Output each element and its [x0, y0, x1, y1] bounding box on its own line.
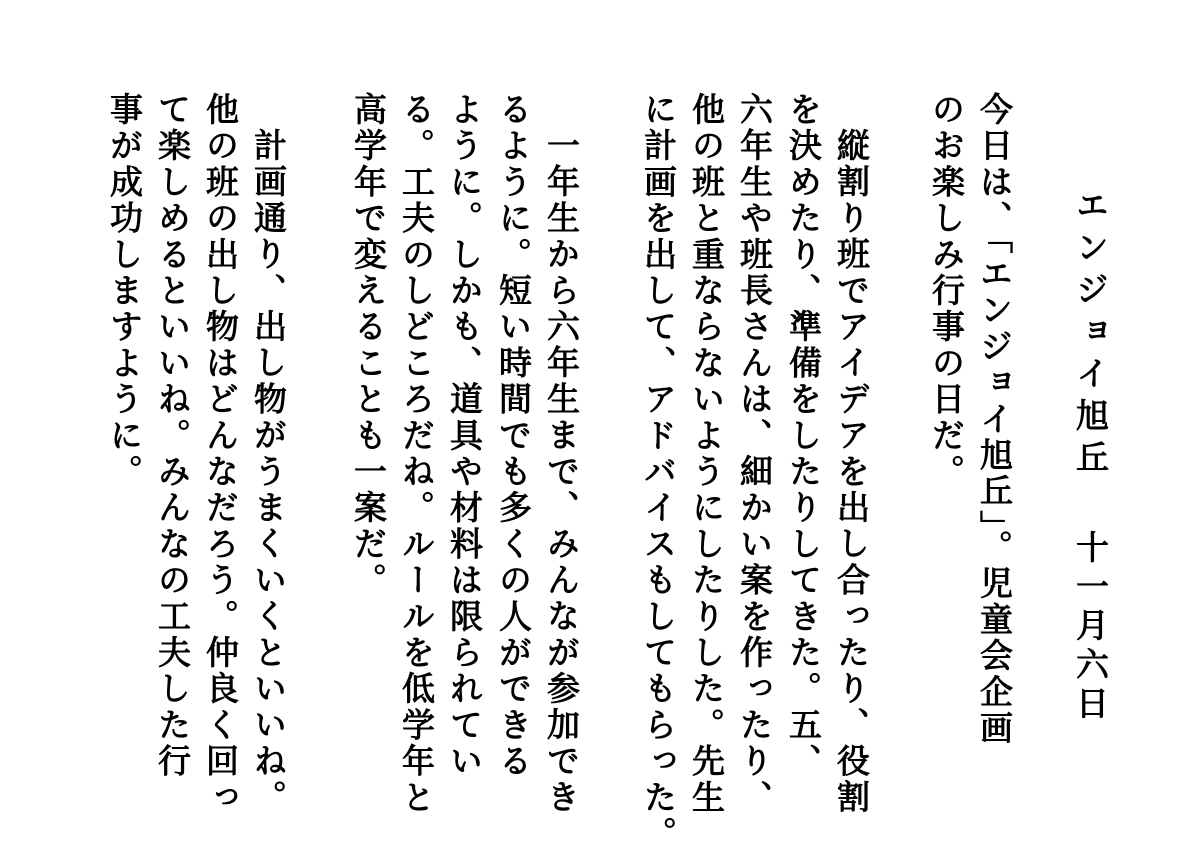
paragraph-2-line-1: 縦割り班でアイデアを出し合ったり、役割	[832, 128, 871, 816]
paragraph-4-line-1: 計画通り、出し物がうまくいくといいね。	[249, 128, 288, 816]
paragraph-3-line-5: 高学年で変えることも一案だ。	[349, 92, 388, 599]
paragraph-4-line-2: 他の班の出し物はどんなだろう。仲良く回っ	[201, 92, 240, 816]
paragraph-3-line-4: る。工夫のしどころだね。ルールを低学年と	[397, 92, 436, 816]
paragraph-2-line-2: を決めたり、準備をしたりしてきた。五、	[784, 92, 823, 780]
paragraph-4-line-3: て楽しめるといいね。みんなの工夫した行	[153, 92, 192, 780]
document-title: エンジョイ旭丘	[1071, 188, 1110, 482]
document-date: 十一月六日	[1071, 530, 1110, 725]
paragraph-1-line-2: のお楽しみ行事の日だ。	[927, 92, 966, 491]
paragraph-2-line-4: 他の班と重ならないようにしたりした。先生	[687, 92, 726, 816]
paragraph-3-line-1: 一年生から六年生まで、みんなが参加でき	[542, 128, 581, 816]
paragraph-2-line-5: に計画を出して、アドバイスもしてもらった。	[639, 92, 678, 852]
paragraph-2-line-3: 六年生や班長さんは、細かい案を作ったり、	[735, 92, 774, 816]
paragraph-1-line-1: 今日は、「エンジョイ旭丘」。児童会企画	[975, 92, 1014, 747]
paragraph-3-line-3: ように。しかも、道具や材料は限られてい	[445, 92, 484, 780]
paragraph-4-line-4: 事が成功しますように。	[105, 92, 144, 491]
paragraph-3-line-2: るように。短い時間でも多くの人ができる	[494, 92, 533, 780]
